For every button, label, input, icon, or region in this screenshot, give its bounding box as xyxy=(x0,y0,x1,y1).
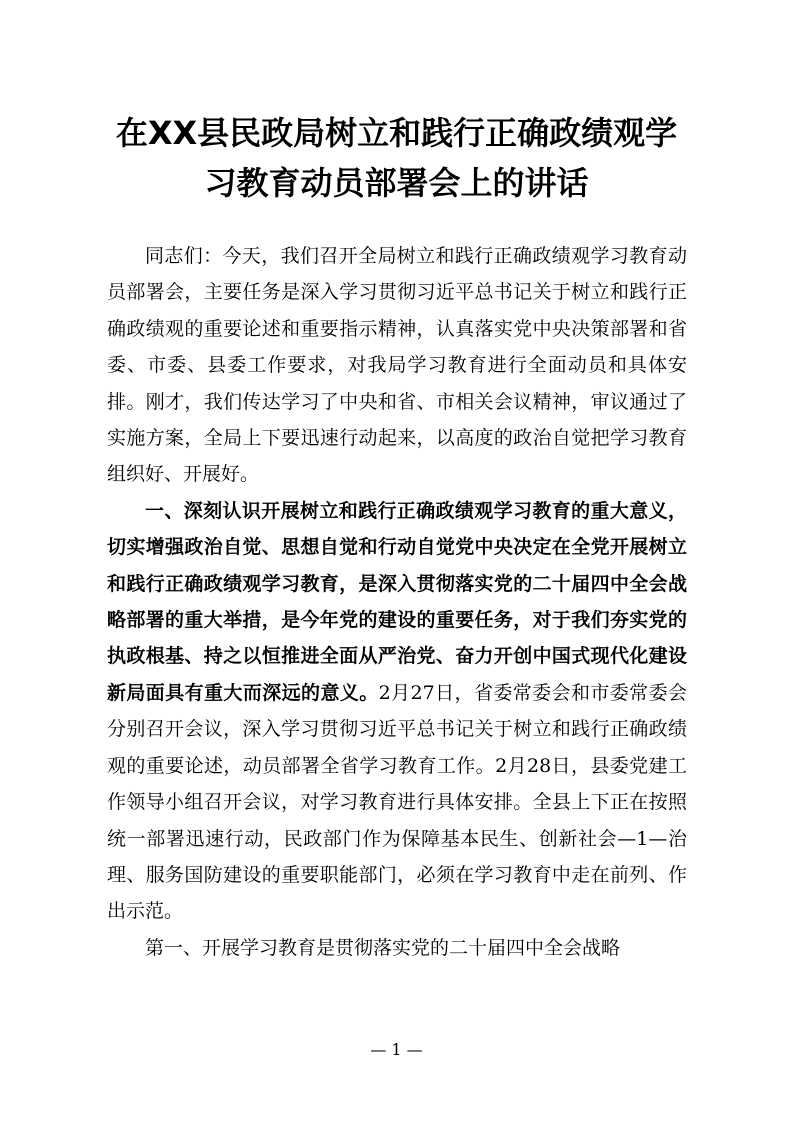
paragraph-opening-text: 同志们：今天，我们召开全局树立和践行正确政绩观学习教育动员部署会，主要任务是深入学习贯彻习近平总书记关于树立和践行正确政绩观的重要论述和重要指示精神，认真落实党中央决策部署和省委、市委、县委工作要求，对我局学习教育进行全面动员和具体安排。刚才，我们传达学习了中央和省、市相关会议精神，审议通过了实施方案，全局上下要迅速行动起来，以高度的政治自觉把学习教育组织好、开展好。 xyxy=(107,245,687,486)
section-one-text: 2月27日，省委常委会和市委常委会分别召开会议，深入学习贯彻习近平总书记关于树立和践行正确政绩观的重要论述，动员部署全省学习教育工作。2月28日，县委党建工作领导小组召开会议，对学习教育进行具体安排。全县上下正在按照统一部署迅速行动，民政部门作为保障基本民生、创新社会—1—治理、服务国防建设的重要职能部门，必须在学习教育中走在前列、作出示范。 xyxy=(107,681,687,923)
title-line-2: 习教育动员部署会上的讲话 xyxy=(204,164,589,202)
document-title xyxy=(60,108,733,208)
page-number: — 1 — xyxy=(370,1040,423,1059)
first-point-text: 第一、开展学习教育是贯彻落实党的二十届四中全会战略 xyxy=(145,936,621,959)
section-one-heading: 一、深刻认识开展树立和践行正确政绩观学习教育的重大意义，切实增强政治自觉、思想自觉和行动自觉党中央决定在全党开展树立和践行正确政绩观学习教育，是深入贯彻落实党的二十届四中全会战略部署的重大举措，是今年党的建设的重要任务，对于我们夯实党的执政根基、持之以恒推进全面从严治党、奋力开创中国式现代化建设新局面具有重大而深远的意义。 xyxy=(107,499,687,704)
paragraph-section-one xyxy=(107,493,687,930)
title-line-1: 在XX县民政局树立和践行正确政绩观学 xyxy=(115,114,678,152)
paragraph-first-point xyxy=(107,930,687,966)
paragraph-opening xyxy=(107,238,687,493)
document-body xyxy=(107,238,687,966)
